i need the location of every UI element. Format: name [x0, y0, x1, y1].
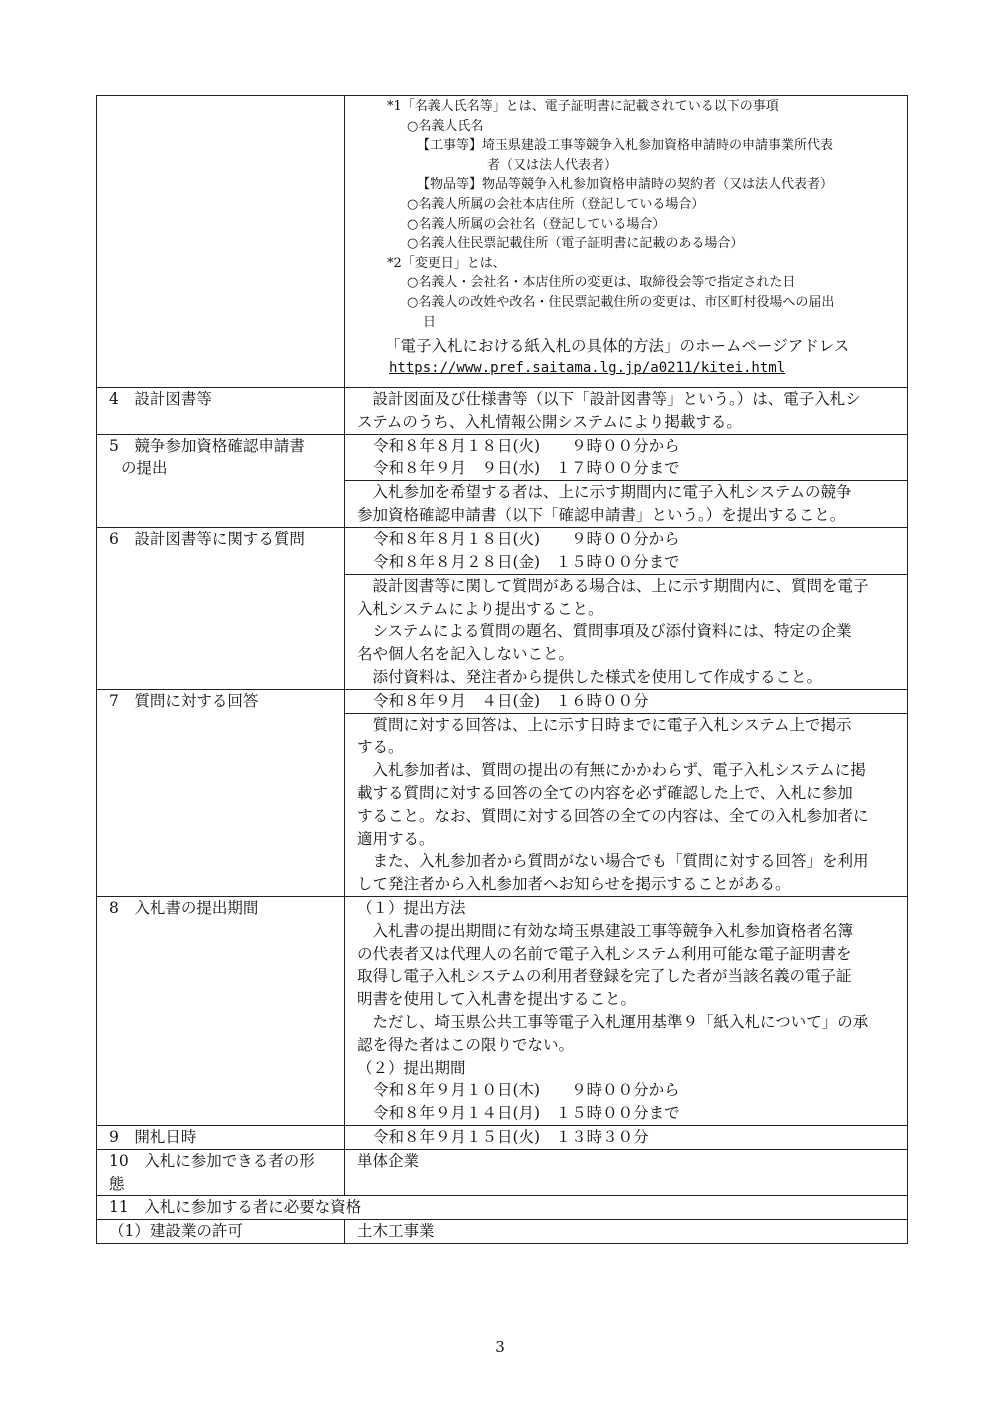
note-line: 【物品等】物品等競争入札参加資格申請時の契約者（又は法人代表者） — [417, 177, 834, 193]
body-text: 載する質問に対する回答の全ての内容を必ず確認した上で、入札に参加 — [357, 783, 853, 802]
period-to: 令和８年８月２８日(金) １５時００分まで — [373, 552, 680, 571]
row-content — [345, 713, 908, 896]
label-text: の提出 — [121, 459, 168, 478]
row-content — [345, 896, 908, 1125]
note-line: ○名義人の改姓や改名・住民票記載住所の変更は、市区町村役場への届出 — [407, 294, 835, 310]
page-number: 3 — [495, 1338, 505, 1356]
row-label — [97, 434, 345, 528]
body-text: 明書を使用して入札書を提出すること。 — [357, 990, 637, 1009]
note-line: ○名義人所属の会社本店住所（登記している場合） — [407, 196, 705, 212]
note-line: 者（又は法人代表者） — [487, 157, 618, 173]
note-line: *1「名義人氏名等」とは、電子証明書に記載されている以下の事項 — [387, 99, 779, 114]
row-label: 6 設計図書等に関する質問 — [97, 528, 345, 690]
row-label: 7 質問に対する回答 — [97, 689, 345, 896]
row-content — [345, 1125, 908, 1149]
body-text: 設計図面及び仕様書等（以下「設計図書等」という。）は、電子入札シ — [372, 390, 861, 408]
label-text: 5 競争参加資格確認申請書 — [109, 436, 305, 455]
row-content — [345, 388, 908, 435]
body-text: 名や個人名を記入しないこと。 — [357, 645, 575, 664]
period-from: 令和８年８月１８日(火) ９時００分から — [373, 530, 680, 549]
table-row — [97, 1149, 908, 1196]
note-line: 日 — [423, 314, 437, 330]
note-line: *2「変更日」とは、 — [387, 255, 506, 271]
body-text: 入札参加を希望する者は、上に示す期間内に電子入札システムの競争 — [372, 483, 852, 502]
row-content — [345, 574, 908, 689]
period-to: 令和８年９月 ９日(水) １７時００分まで — [373, 459, 680, 478]
period-from: 令和８年８月１８日(火) ９時００分から — [373, 436, 680, 455]
body-text: 土木工事業 — [357, 1222, 435, 1241]
row-label: 8 入札書の提出期間 — [97, 896, 345, 1125]
note-line: ○名義人所属の会社名（登記している場合） — [407, 216, 666, 232]
row-label — [97, 1149, 345, 1196]
body-text: 単体企業 — [357, 1151, 420, 1170]
row-label: 4 設計図書等 — [97, 388, 345, 435]
body-text: 添付資料は、発注者から提供した様式を使用して作成すること。 — [372, 667, 823, 686]
table-row — [97, 1125, 908, 1149]
body-text: また、入札参加者から質問がない場合でも「質問に対する回答」を利用 — [372, 852, 869, 871]
body-text: する。 — [357, 738, 404, 757]
answer-date: 令和８年９月 ４日(金) １６時００分 — [373, 691, 649, 710]
table-row — [97, 1220, 908, 1244]
body-text: システムによる質問の題名、質問事項及び添付資料には、特定の企業 — [372, 622, 852, 641]
body-text: 取得し電子入札システムの利用者登録を完了した者が当該名義の電子証 — [357, 967, 852, 986]
table-row — [97, 689, 908, 713]
label-text: 10 入札に参加できる者の形 — [109, 1151, 315, 1170]
table-row — [97, 96, 908, 388]
body-text: 参加資格確認申請書（以下「確認申請書」という。）を提出すること。 — [357, 505, 846, 524]
body-text: 設計図書等に関して質問がある場合は、上に示す期間内に、質問を電子 — [372, 576, 869, 595]
body-text: 入札システムにより提出すること。 — [357, 599, 604, 618]
table-row — [97, 434, 908, 481]
opening-datetime: 令和８年９月１５日(火) １３時３０分 — [373, 1127, 649, 1146]
body-text: の代表者又は代理人の名前で電子入札システム利用可能な電子証明書を — [357, 944, 852, 963]
body-text: すること。なお、質問に対する回答の全ての内容は、全ての入札参加者に — [357, 806, 869, 825]
body-text: ステムのうち、入札情報公開システムにより掲載する。 — [357, 412, 742, 431]
body-text: 認を得た者はこの限りでない。 — [357, 1035, 575, 1054]
note-line: ○名義人・会社名・本店住所の変更は、取締役会等で指定された日 — [407, 275, 796, 291]
row-label: 9 開札日時 — [97, 1125, 345, 1149]
subheading: （１）提出方法 — [357, 898, 466, 917]
period-cell — [345, 528, 908, 575]
period-to: 令和８年９月１４日(月) １５時００分まで — [373, 1104, 680, 1123]
table-row — [97, 528, 908, 575]
tender-notice-table — [96, 95, 908, 1244]
row-label: （1）建設業の許可 — [97, 1220, 345, 1244]
label-text: 態 — [109, 1174, 125, 1193]
table-row — [97, 896, 908, 1125]
note-line: 【工事等】埼玉県建設工事等競争入札参加資格申請時の申請事業所代表 — [417, 138, 834, 154]
table-row — [97, 1196, 908, 1220]
row-content — [345, 1220, 908, 1244]
homepage-url-link[interactable]: https://www.pref.saitama.lg.jp/a0211/kitei.html — [389, 360, 786, 377]
body-text: 入札書の提出期間に有効な埼玉県建設工事等競争入札参加資格者名簿 — [372, 921, 854, 940]
date-cell — [345, 689, 908, 713]
section-heading: 11 入札に参加する者に必要な資格 — [97, 1196, 908, 1220]
note-line: ○名義人氏名 — [407, 118, 484, 134]
period-cell — [345, 434, 908, 481]
period-from: 令和８年９月１０日(木) ９時００分から — [373, 1081, 680, 1100]
body-text: 入札参加者は、質問の提出の有無にかかわらず、電子入札システムに掲 — [372, 761, 866, 780]
body-text: ただし、埼玉県公共工事等電子入札運用基準９「紙入札について」の承 — [372, 1012, 869, 1031]
empty-label-cell — [97, 96, 345, 388]
note-cell — [345, 96, 908, 388]
row-content — [345, 1149, 908, 1196]
body-text: 質問に対する回答は、上に示す日時までに電子入札システム上で掲示 — [372, 715, 852, 734]
note-line: ○名義人住民票記載住所（電子証明書に記載のある場合） — [407, 236, 744, 252]
subheading: （２）提出期間 — [357, 1058, 466, 1077]
table-row — [97, 388, 908, 435]
row-content — [345, 481, 908, 528]
homepage-label: 「電子入札における紙入札の具体的方法」のホームページアドレス — [385, 337, 850, 356]
body-text: 適用する。 — [357, 829, 435, 848]
body-text: して発注者から入札参加者へお知らせを掲示することがある。 — [357, 875, 791, 894]
